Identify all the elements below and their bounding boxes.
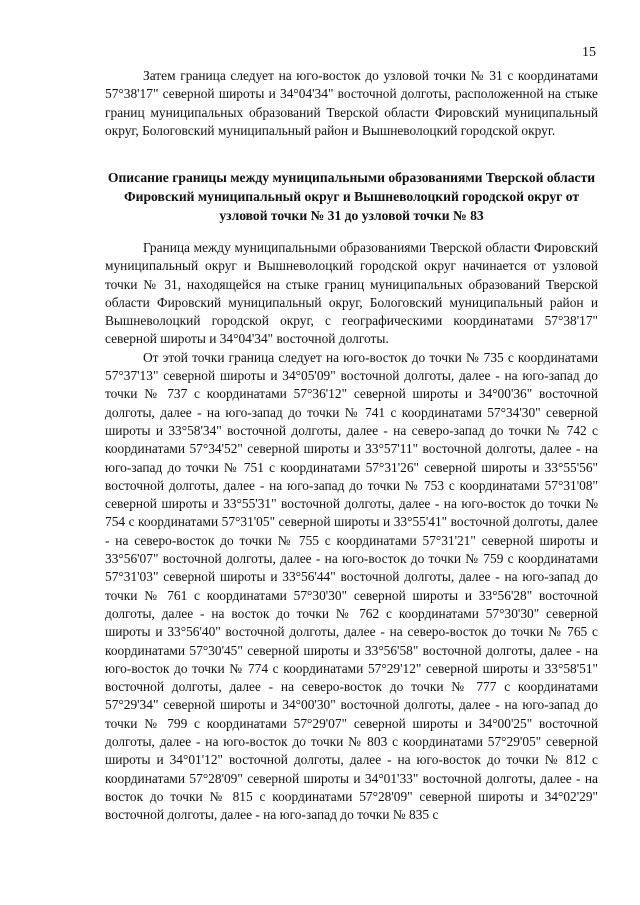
body-paragraph-1: Граница между муниципальными образованиями Тверской области Фировский муниципальный округ и Вышневолоцкий городской округ начинается от узловой точки № 31, находящейся на стыке границ муниципальных образований Тверской области Фировский муниципальный округ, Бологовский муниципальный район и Вышневолоцкий городской округ, с географическими координатами 57°38'17" северной широты и 34°04'34" восточной долготы. bbox=[105, 240, 598, 347]
page-number: 15 bbox=[582, 45, 596, 60]
section-heading: Описание границы между муниципальными образованиями Тверской области Фировский муниципальный округ и Вышневолоцкий городской округ от узловой точки № 31 до узловой точки № 83 bbox=[107, 170, 596, 223]
intro-paragraph: Затем граница следует на юго-восток до узловой точки № 31 с координатами 57°38'17" северной широты и 34°04'34" восточной долготы, расположенной на стыке границ муниципальных образований Тверской области Фировский муниципальный округ, Бологовский муниципальный район и Вышневолоцкий городской округ. bbox=[105, 68, 598, 138]
body-block bbox=[105, 239, 598, 825]
intro-block bbox=[105, 67, 598, 140]
body-paragraph-2: От этой точки граница следует на юго-восток до точки № 735 с координатами 57°37'13" северной широты и 34°05'09" восточной долготы, далее - на юго-запад до точки № 737 с координатами 57°36'12" северной широты и 34°00'36" восточной долготы, далее - на юго-запад до точки № 741 с координатами 57°34'30" северной широты и 33°58'34" восточной долготы, далее - на северо-запад до точки № 742 с координатами 57°34'52" северной широты и 33°57'11" восточной долготы, далее - на юго-запад до точки № 751 с координатами 57°31'26" северной широты и 33°55'56" восточной долготы, далее - на юго-запад до точки № 753 с координатами 57°31'08" северной широты и 33°55'31" восточной долготы, далее - на юго-восток до точки № 754 с координатами 57°31'05" северной широты и 33°55'41" восточной долготы, далее - на северо-восток до точки № 755 с координатами 57°31'21" северной широты и 33°56'07" восточной долготы, далее - на юго-восток до точки № 759 с координатами 57°31'03" северной широты и 33°56'44" восточной долготы, далее - на юго-запад до точки № 761 с координатами 57°30'30" северной широты и 33°56'28" восточной долготы, далее - на восток до точки № 762 с координатами 57°30'30" северной широты и 33°56'40" восточной долготы, далее - на северо-восток до точки № 765 с координатами 57°30'45" северной широты и 33°56'58" восточной долготы, далее - на юго-восток до точки № 774 с координатами 57°29'12" северной широты и 33°58'51" восточной долготы, далее - на северо-восток до точки № 777 с координатами 57°29'34" северной широты и 34°00'30" восточной долготы, далее - на юго-запад до точки № 799 с координатами 57°29'07" северной широты и 34°00'25" восточной долготы, далее - на юго-восток до точки № 803 с координатами 57°29'05" северной широты и 34°01'12" восточной долготы, далее - на юго-восток до точки № 812 с координатами 57°28'09" северной широты и 34°01'33" восточной долготы, далее - на восток до точки № 815 с координатами 57°28'09" северной широты и 34°02'29" восточной долготы, далее - на юго-запад до точки № 835 с bbox=[105, 349, 598, 823]
